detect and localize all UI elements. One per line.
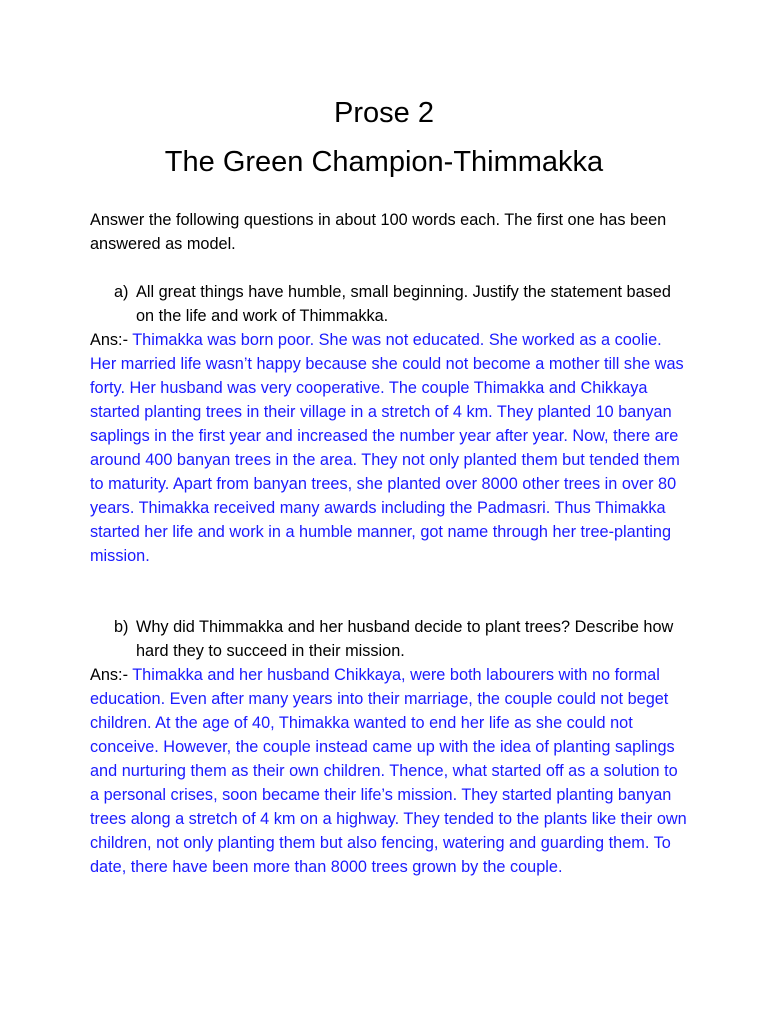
answer-a — [90, 328, 690, 568]
document-subtitle: The Green Champion-Thimmakka — [164, 146, 604, 178]
answer-label: Ans:- — [90, 331, 133, 349]
question-marker: a) — [114, 283, 129, 301]
question-b — [114, 615, 690, 663]
question-text: Why did Thimmakka and her husband decide to plant trees? Describe how hard they to succeed in their mission. — [136, 618, 674, 660]
answer-label: Ans:- — [90, 666, 133, 684]
answer-text: Thimakka was born poor. She was not educated. She worked as a coolie. Her married life wasn’t happy because she could not become a mother till she was forty. Her husband was very cooperative. The couple Thimakka and Chikkaya started planting trees in their village in a stretch of 4 km. They planted 10 banyan saplings in the first year and increased the number year after year. Now, there are around 400 banyan trees in the area. They not only planted them but tended them to maturity. Apart from banyan trees, she planted over 8000 other trees in over 80 years. Thimakka received many awards including the Padmasri. Thus Thimakka started her life and work in a humble manner, got name through her tree-planting mission. — [90, 331, 684, 565]
question-text: All great things have humble, small beginning. Justify the statement based on the life and work of Thimmakka. — [136, 283, 671, 325]
document-title: Prose 2 — [334, 97, 434, 129]
question-marker: b) — [114, 618, 129, 636]
question-a — [114, 280, 690, 328]
instructions-paragraph: Answer the following questions in about 100 words each. The first one has been answered as model. — [90, 211, 667, 253]
answer-text: Thimakka and her husband Chikkaya, were both labourers with no formal education. Even after many years into their marriage, the couple could not beget children. At the age of 40, Thimakka wanted to end her life as she could not conceive. However, the couple instead came up with the idea of planting saplings and nurturing them as their own children. Thence, what started off as a solution to a personal crises, soon became their life’s mission. They started planting banyan trees along a stretch of 4 km on a highway. They tended to the plants like their own children, not only planting them but also fencing, watering and guarding them. To date, there have been more than 8000 trees grown by the couple. — [90, 666, 687, 876]
answer-b — [90, 663, 690, 879]
